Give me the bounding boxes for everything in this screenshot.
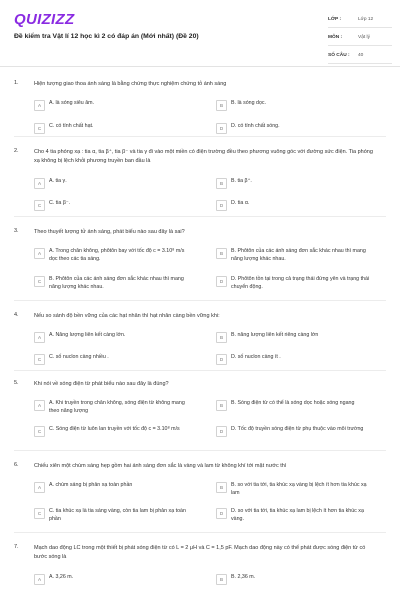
option-d[interactable] [216,276,371,291]
option-letter: B [216,482,227,493]
option-b[interactable] [216,100,371,111]
option-text: D. Tốc độ truyền sóng điện từ phụ thuộc vào môi trường [231,426,364,432]
option-text: A. Năng lượng liên kết càng lớn. [49,332,126,338]
meta-row-class [328,12,392,28]
option-letter: A [34,100,45,111]
option-text: B. tia β⁺. [231,178,252,184]
question-text: Cho 4 tia phóng xạ : tia α, tia β⁺, tia β⁻ và tia γ đi vào một miền có điện trường đều theo phương vuông góc với đường sức điện. Tia phóng xạ không bị lệch khỏi phương truyền ban đầu là [34,149,373,164]
option-text: C. Sóng điện từ luôn lan truyền với tốc độ c = 3.10⁸ m/s [49,426,180,432]
option-text: A. là sóng siêu âm. [49,100,95,106]
option-letter: C [34,354,45,365]
option-b[interactable] [216,574,371,585]
question-number: 7. [14,544,19,550]
option-b[interactable] [216,248,371,263]
option-letter: B [216,100,227,111]
question-text: Theo thuyết lượng tử ánh sáng, phát biểu nào sau đây là sai? [34,229,185,235]
option-a[interactable] [34,248,189,263]
option-d[interactable] [216,354,371,365]
option-text: A. Trong chân không, phôtôn bay với tốc độ c = 3.10⁸ m/s dọc theo các tia sáng. [49,248,185,262]
option-letter: A [34,400,45,411]
option-letter: D [216,426,227,437]
option-text: C. tia khúc xạ là tia sáng vàng, còn tia lam bị phản xạ toàn phần [49,508,186,522]
option-text: B. Phôtôn của các ánh sáng đơn sắc khác nhau thì mang năng lượng khác nhau. [49,276,184,290]
option-d[interactable] [216,508,371,523]
option-text: B. Sóng điện từ có thể là sóng dọc hoặc sóng ngang [231,400,355,406]
option-letter: D [216,508,227,519]
document-title: Đề kiểm tra Vật lí 12 học kì 2 có đáp án (Mới nhất) (Đề 20) [14,33,199,40]
divider [14,136,386,137]
option-d[interactable] [216,200,371,211]
divider [14,216,386,217]
divider [14,450,386,451]
document-header [0,0,400,67]
option-letter: A [34,248,45,259]
option-text: C. tia β⁻. [49,200,71,206]
option-letter: C [34,508,45,519]
meta-row-count [328,48,392,64]
option-b[interactable] [216,482,371,497]
option-text: B. năng lượng liên kết riêng càng lớn [231,332,319,338]
meta-value: 40 [358,53,364,58]
option-letter: C [34,200,45,211]
option-text: B. so với tia tới, tia khúc xạ vàng bị lệch ít hơn tia khúc xạ lam [231,482,367,496]
option-letter: D [216,276,227,287]
option-c[interactable] [34,276,189,291]
question-text: Khi nói về sóng điện từ phát biểu nào sau đây là đúng? [34,381,169,387]
option-letter: C [34,276,45,287]
option-text: A. Khi truyền trong chân không, sóng điện từ không mang theo năng lượng [49,400,185,414]
option-text: B. Phôtôn của các ánh sáng đơn sắc khác nhau thì mang năng lượng khác nhau. [231,248,366,262]
option-letter: A [34,178,45,189]
option-a[interactable] [34,482,189,493]
question-number: 2. [14,148,19,154]
meta-row-subject [328,30,392,46]
option-text: B. là sóng dọc. [231,100,267,106]
option-letter: D [216,123,227,134]
option-text: D. Phôtôn tồn tại trong cả trạng thái đứng yên và trạng thái chuyển động. [231,276,370,290]
meta-label: MÔN : [328,35,343,40]
option-text: A. tia γ. [49,178,67,184]
option-letter: C [34,123,45,134]
option-b[interactable] [216,178,371,189]
option-letter: B [216,248,227,259]
question-number: 1. [14,80,19,86]
meta-value: Vật lý [358,35,370,40]
option-b[interactable] [216,400,371,411]
divider [14,370,386,371]
option-c[interactable] [34,123,189,134]
option-c[interactable] [34,426,189,437]
option-d[interactable] [216,123,371,134]
option-text: A. 3,26 m. [49,574,74,580]
option-a[interactable] [34,400,189,415]
option-a[interactable] [34,574,189,585]
option-letter: C [34,426,45,437]
question-number: 5. [14,380,19,386]
option-letter: B [216,400,227,411]
option-text: C. số nuclon càng nhiều . [49,354,109,360]
option-a[interactable] [34,178,189,189]
option-b[interactable] [216,332,371,343]
option-text: C. có tính chất hạt. [49,123,94,129]
option-text: D. so với tia tới, tia khúc xạ lam bị lệch ít hơn tia khúc xạ vàng. [231,508,364,522]
option-a[interactable] [34,332,189,343]
meta-panel [328,12,392,66]
divider [14,300,386,301]
question-text: Mạch dao động LC trong một thiết bị phát sóng điện từ có L = 2 μH và C = 1,5 pF. Mạch dao động này có thể phát được sóng điện từ có bước sóng là [34,545,366,560]
meta-label: LỚP : [328,17,342,22]
option-a[interactable] [34,100,189,111]
option-c[interactable] [34,200,189,211]
question-number: 6. [14,462,19,468]
option-text: D. số nuclon càng ít . [231,354,281,360]
option-letter: B [216,574,227,585]
option-text: D. tia α. [231,200,250,206]
question-text: Nếu so sánh độ bền vững của các hạt nhân thì hạt nhân càng bền vững khi: [34,313,220,319]
option-c[interactable] [34,354,189,365]
option-letter: D [216,200,227,211]
question-text: Chiếu xiên một chùm sáng hẹp gồm hai ánh sáng đơn sắc là vàng và lam từ không khí tới mặt nước thì [34,463,287,469]
question-text: Hiện tượng giao thoa ánh sáng là bằng chứng thực nghiệm chứng tỏ ánh sáng [34,81,227,87]
option-text: B. 2,36 m. [231,574,256,580]
option-letter: A [34,482,45,493]
option-text: A. chùm sáng bị phản xạ toàn phần [49,482,133,488]
question-number: 3. [14,228,19,234]
meta-label: SỐ CÂU : [328,53,350,58]
option-letter: A [34,332,45,343]
divider [14,532,386,533]
option-letter: B [216,332,227,343]
option-letter: A [34,574,45,585]
meta-value: Lớp 12 [358,17,374,22]
option-d[interactable] [216,426,371,437]
option-letter: B [216,178,227,189]
option-text: D. có tính chất sóng. [231,123,280,129]
option-c[interactable] [34,508,189,523]
option-letter: D [216,354,227,365]
question-number: 4. [14,312,19,318]
quizizz-logo: QUIZIZZ [14,11,75,28]
